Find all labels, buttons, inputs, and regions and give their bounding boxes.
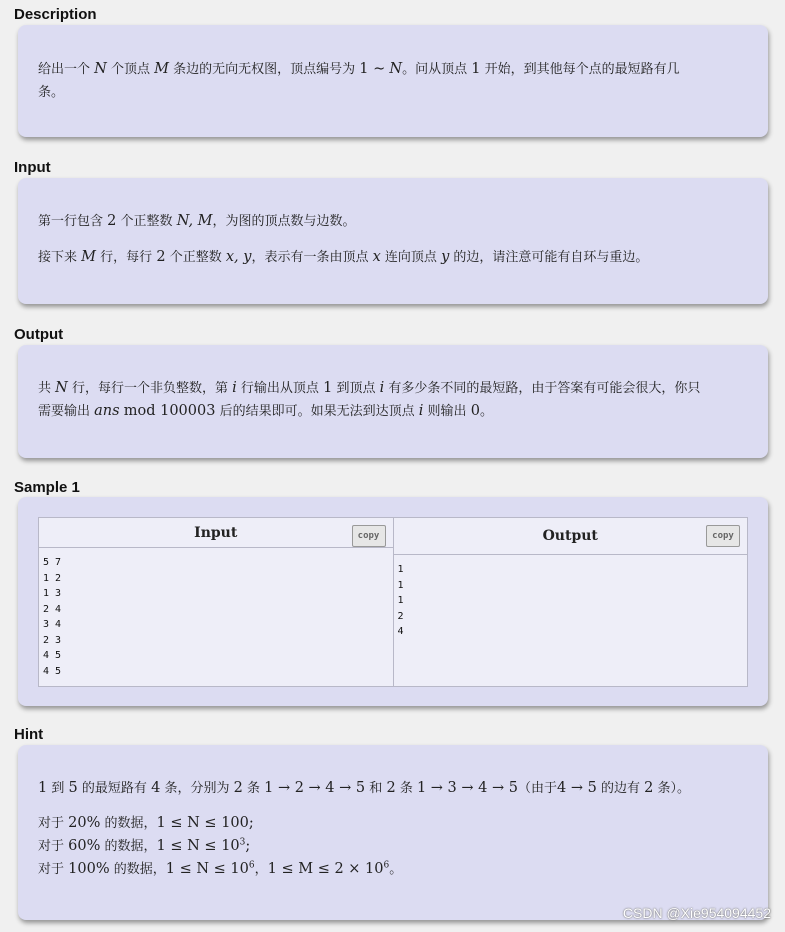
sample-input-line: 1 3 [43, 588, 62, 599]
hint-constraint-100: 对于 100% 的数据，$1 \le N \le 10^6$，$1 \le M \le 2 \times 10^6$。 [38, 860, 403, 877]
sample-input-column [39, 518, 393, 686]
hint-constraint-60: 对于 60% 的数据，$1 \le N \le 10^3$; [38, 837, 251, 854]
sample-input-line: 4 5 [43, 665, 62, 677]
sample-output-line: 1 [397, 564, 404, 575]
sample-input-line: 2 3 [43, 634, 62, 646]
input-heading: Input [14, 159, 51, 176]
sample-output-line: 2 [397, 610, 404, 622]
sample-input-label: Input [194, 524, 238, 541]
output-heading: Output [14, 326, 64, 343]
sample-heading: Sample 1 [14, 479, 80, 496]
hint-constraints [38, 812, 748, 881]
description-heading: Description [14, 6, 97, 23]
sample-input-line: 2 4 [43, 603, 62, 615]
sample-input-line: 3 4 [43, 619, 62, 630]
input-card [18, 178, 768, 304]
sample-input-content[interactable] [39, 548, 393, 686]
sample-table [38, 517, 748, 687]
hint-constraint-20: 对于 20% 的数据，1 ≤ N ≤ 100; [38, 815, 254, 831]
hint-card [18, 745, 768, 920]
description-text: 给出一个 N 个顶点 M 条边的无向无权图，顶点编号为 1 ∼ N。问从顶点 1 开始，到其他每个点的最短路有几 条。 [38, 61, 680, 100]
sample-output-line: 4 [397, 626, 404, 637]
sample-input-line: 5 7 [43, 557, 62, 568]
sample-input-header [39, 518, 393, 548]
csdn-watermark: CSDN @Xie954094452 [622, 905, 771, 921]
sample-input-line: 1 2 [43, 572, 62, 584]
input-text-line-2: 接下来 M 行，每行 2 个正整数 x, y，表示有一条由顶点 x 连向顶点 y 的边，请注意可能有自环与重边。 [38, 249, 649, 265]
output-card [18, 345, 768, 458]
sample-input-line: 4 5 [43, 650, 62, 661]
description-card [18, 25, 768, 137]
input-text-line-1: 第一行包含 2 个正整数 N, M，为图的顶点数与边数。 [38, 213, 356, 229]
output-text: 共 N 行，每行一个非负整数，第 i 行输出从顶点 1 到顶点 i 有多少条不同的最短路，由于答案有可能会很大，你只 需要输出 ans mod 100003 后的结果即可。如果无法到达顶点 i 则输出 0。 [38, 380, 701, 419]
copy-input-button[interactable]: copy [352, 525, 386, 547]
hint-heading: Hint [14, 726, 44, 743]
sample-output-line: 1 [397, 595, 404, 606]
sample-card [18, 497, 768, 706]
sample-output-header [394, 518, 748, 555]
sample-output-content[interactable] [394, 555, 748, 647]
copy-output-button[interactable]: copy [706, 525, 740, 547]
sample-output-label: Output [542, 528, 598, 544]
sample-output-line: 1 [397, 579, 404, 591]
hint-paths-text: 1 到 5 的最短路有 4 条，分别为 2 条 1 → 2 → 4 → 5 和 2 条 1 → 3 → 4 → 5（由于4 → 5 的边有 2 条）。 [38, 780, 691, 796]
sample-output-column [393, 518, 748, 686]
